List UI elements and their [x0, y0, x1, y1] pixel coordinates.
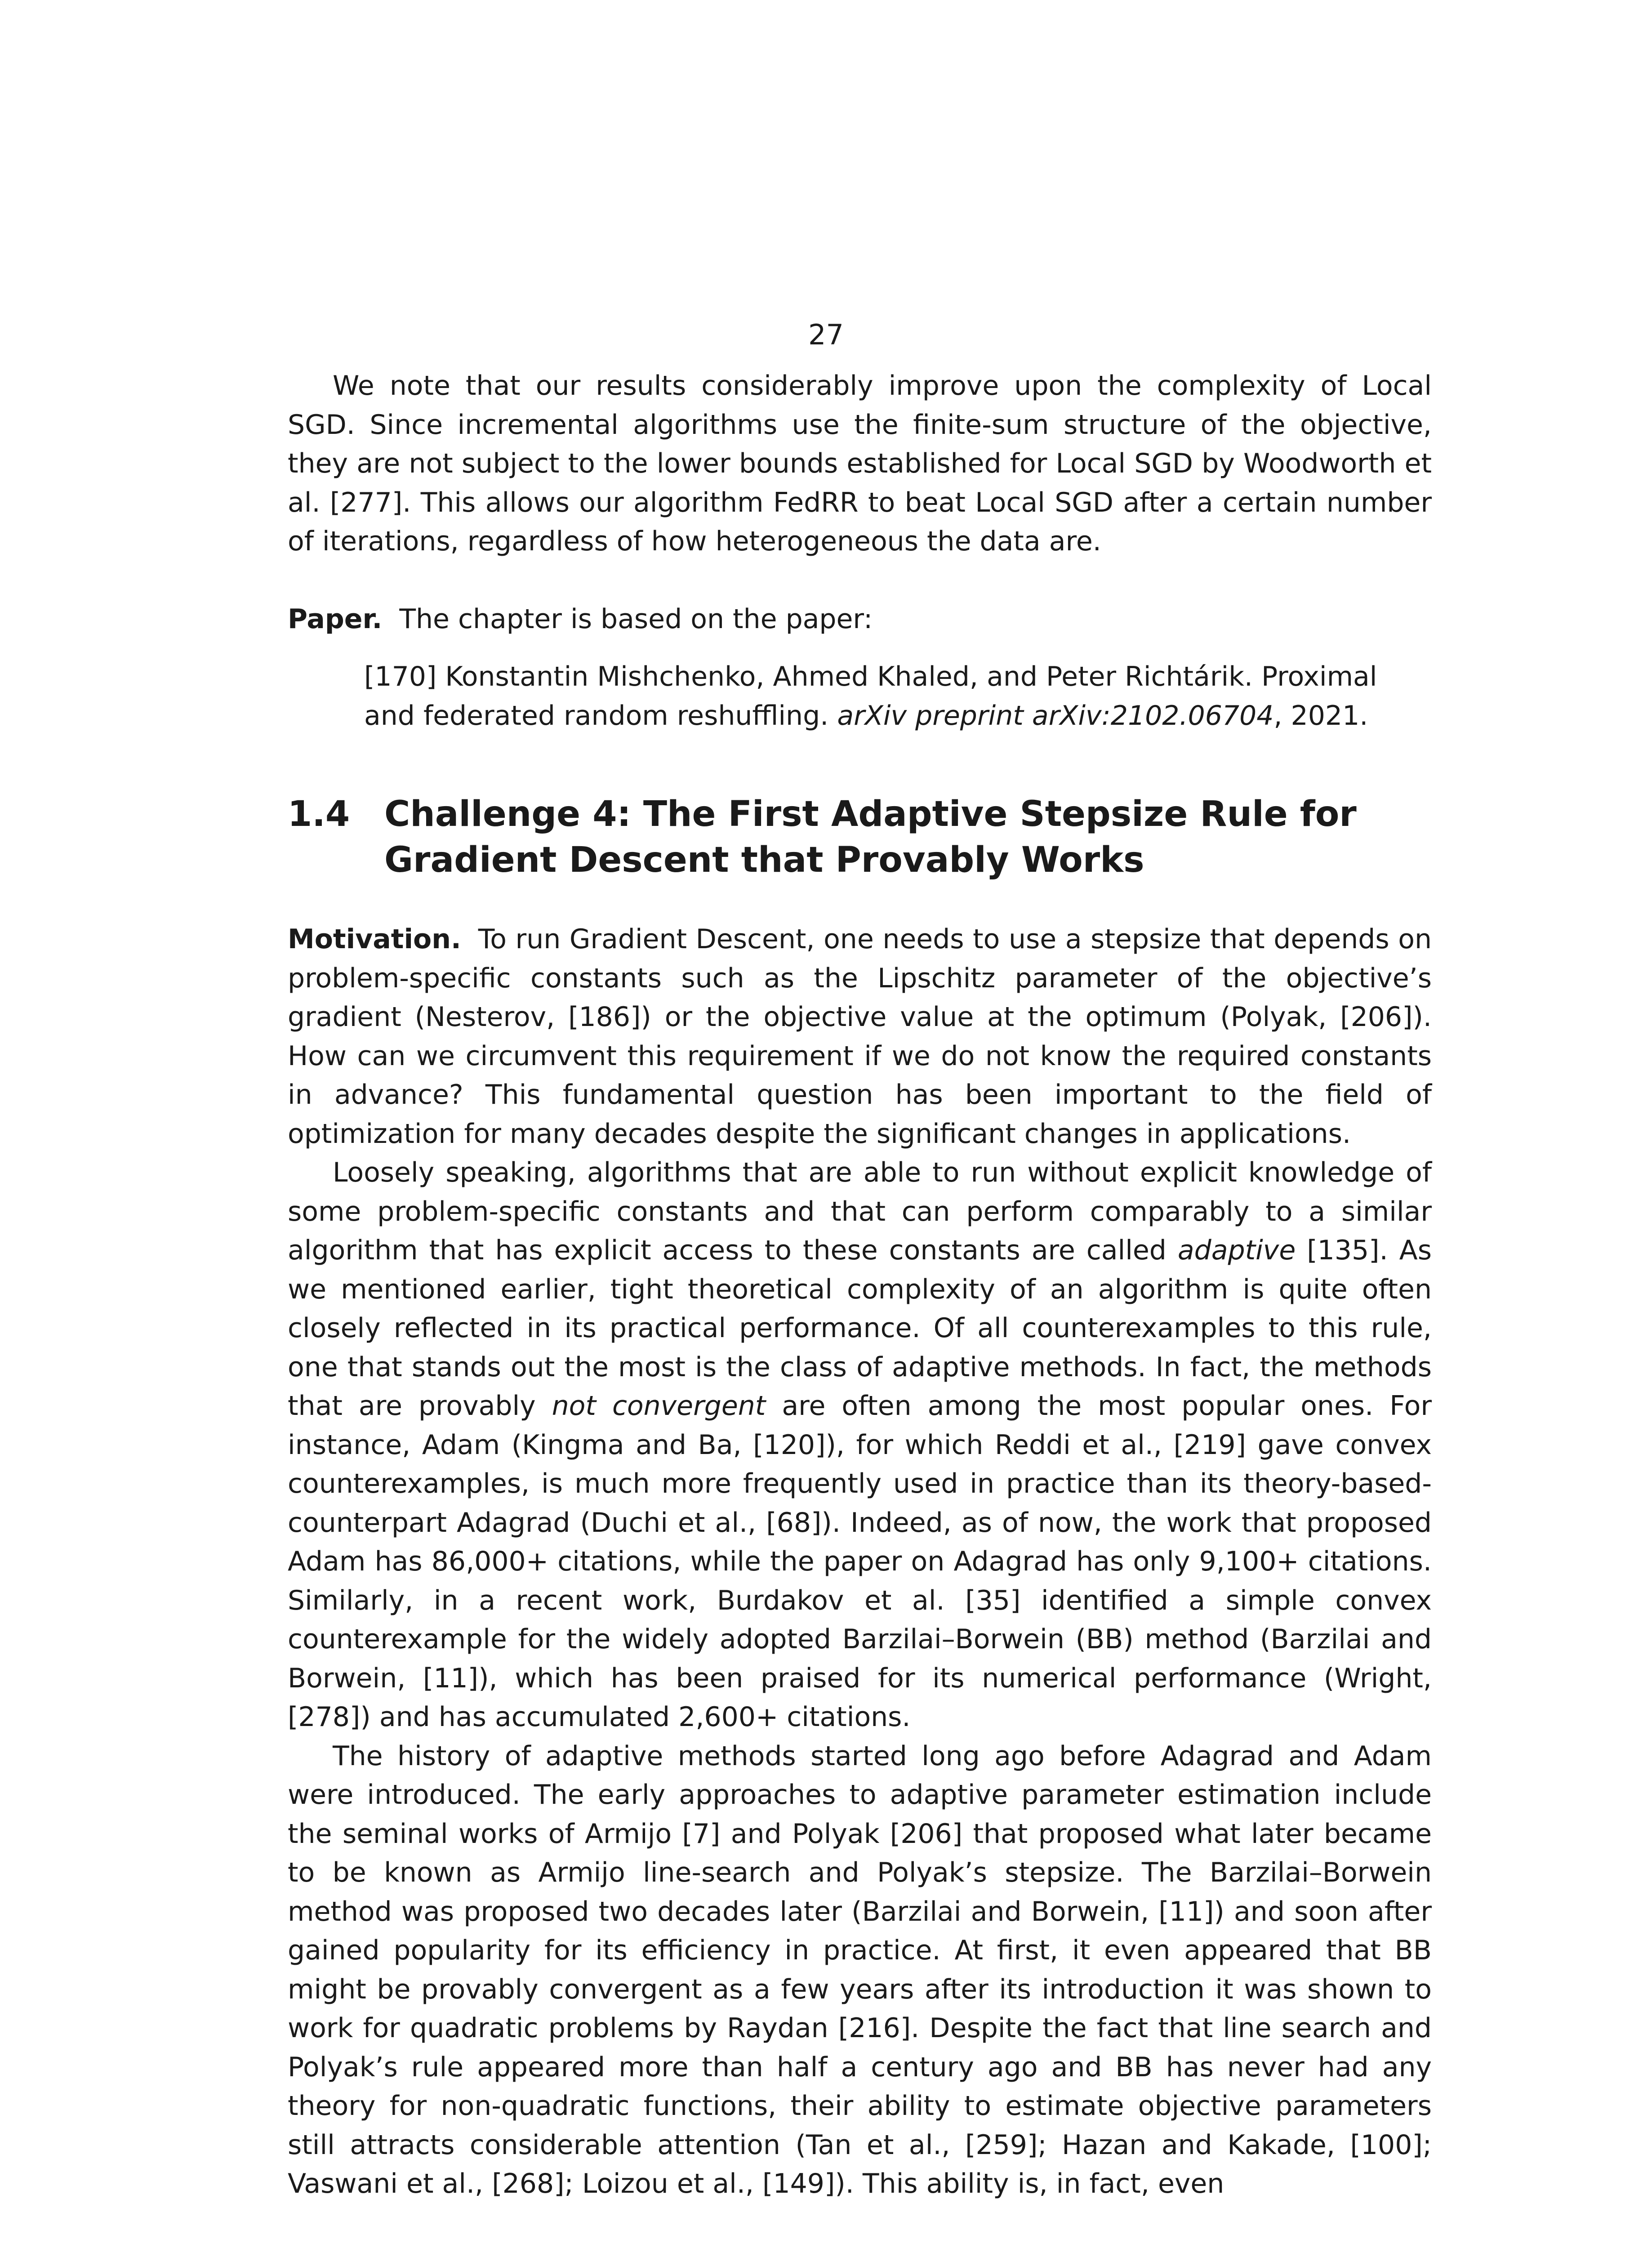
- paragraph-spacer: [288, 561, 1432, 600]
- section-number: 1.4: [288, 794, 350, 834]
- history-paragraph: The history of adaptive methods started long ago before Adagrad and Adam were introduced. The early approaches to adaptive parameter estimation include the seminal works of Armijo [7] and Polyak [206] that proposed what later became to be known as Armijo line-search and Polyak’s stepsize. The Barzilai–Borwein method was proposed two decades later (Barzilai and Borwein, [11]) and soon after gained popularity for its efficiency in practice. At first, it even appeared that BB might be provably convergent as a few years after its introduction it was shown to work for quadratic problems by Raydan [216]. Despite the fact that line search and Polyak’s rule appeared more than half a century ago and BB has never had any theory for non-quadratic functions, their ability to estimate objective parameters still attracts considerable attention (Tan et al., [259]; Hazan and Kakade, [100]; Vaswani et al., [268]; Loizou et al., [149]). This ability is, in fact, even: [288, 1740, 1432, 2199]
- section-heading: [288, 791, 1432, 883]
- motivation-paragraph: [288, 920, 1432, 1153]
- reference-venue: arXiv preprint arXiv:2102.06704: [837, 700, 1274, 731]
- adaptive-term: adaptive: [1177, 1235, 1296, 1266]
- page-body: [288, 366, 1432, 2203]
- paper-note-heading: Paper.: [288, 603, 383, 635]
- adaptive-text-part2: [135]. As we mentioned earlier, tight theoretical complexity of an algorithm is quite often closely reflected in its practical performance. Of all counterexamples to this rule, one that stands out the most is the class of adaptive methods. In fact, the methods that are provably: [288, 1235, 1432, 1422]
- adaptive-text-part3: are often among the most popular ones. For instance, Adam (Kingma and Ba, [120]), for which Reddi et al., [219] gave convex counterexamples, is much more frequently used in practice than its theory-based-counterpart Adagrad (Duchi et al., [68]). Indeed, as of now, the work that proposed Adam has 86,000+ citations, while the paper on Adagrad has only 9,100+ citations. Similarly, in a recent work, Burdakov et al. [35] identified a simple convex counterexample for the widely adopted Barzilai–Borwein (BB) method (Barzilai and Borwein, [11]), which has been praised for its numerical performance (Wright, [278]) and has accumulated 2,600+ citations.: [288, 1390, 1432, 1733]
- motivation-heading: Motivation.: [288, 923, 461, 955]
- motivation-text: To run Gradient Descent, one needs to use a stepsize that depends on problem-specific constants such as the Lipschitz parameter of the objective’s gradient (Nesterov, [186]) or the objective value at the optimum (Polyak, [206]). How can we circumvent this requirement if we do not know the required constants in advance? This fundamental question has been important to the field of optimization for many decades despite the significant changes in applications.: [288, 923, 1432, 1150]
- reference-title-end: and federated random reshuffling.: [364, 700, 837, 731]
- paper-note: [288, 600, 1432, 639]
- adaptive-text-part1: Loosely speaking, algorithms that are able to run without explicit knowledge of some problem-specific constants and that can perform comparably to a similar algorithm that has explicit access to these constants are called: [288, 1157, 1432, 1266]
- adaptive-methods-paragraph: [288, 1153, 1432, 1737]
- reference-entry: [364, 657, 1432, 735]
- page-number: 27: [808, 318, 844, 351]
- intro-paragraph: We note that our results considerably improve upon the complexity of Local SGD. Since incremental algorithms use the finite-sum structure of the objective, they are not subject to the lower bounds established for Local SGD by Woodworth et al. [277]. This allows our algorithm FedRR to beat Local SGD after a certain number of iterations, regardless of how heterogeneous the data are.: [288, 370, 1432, 557]
- reference-line-2: [364, 696, 1432, 736]
- reference-year: , 2021.: [1274, 700, 1368, 731]
- paper-note-text: The chapter is based on the paper:: [399, 603, 873, 635]
- reference-line-1: [170] Konstantin Mishchenko, Ahmed Khaled, and Peter Richtárik. Proximal: [364, 661, 1377, 692]
- not-convergent-term: not convergent: [552, 1390, 766, 1422]
- section-title: Challenge 4: The First Adaptive Stepsize Rule for Gradient Descent that Provably Works: [384, 794, 1357, 880]
